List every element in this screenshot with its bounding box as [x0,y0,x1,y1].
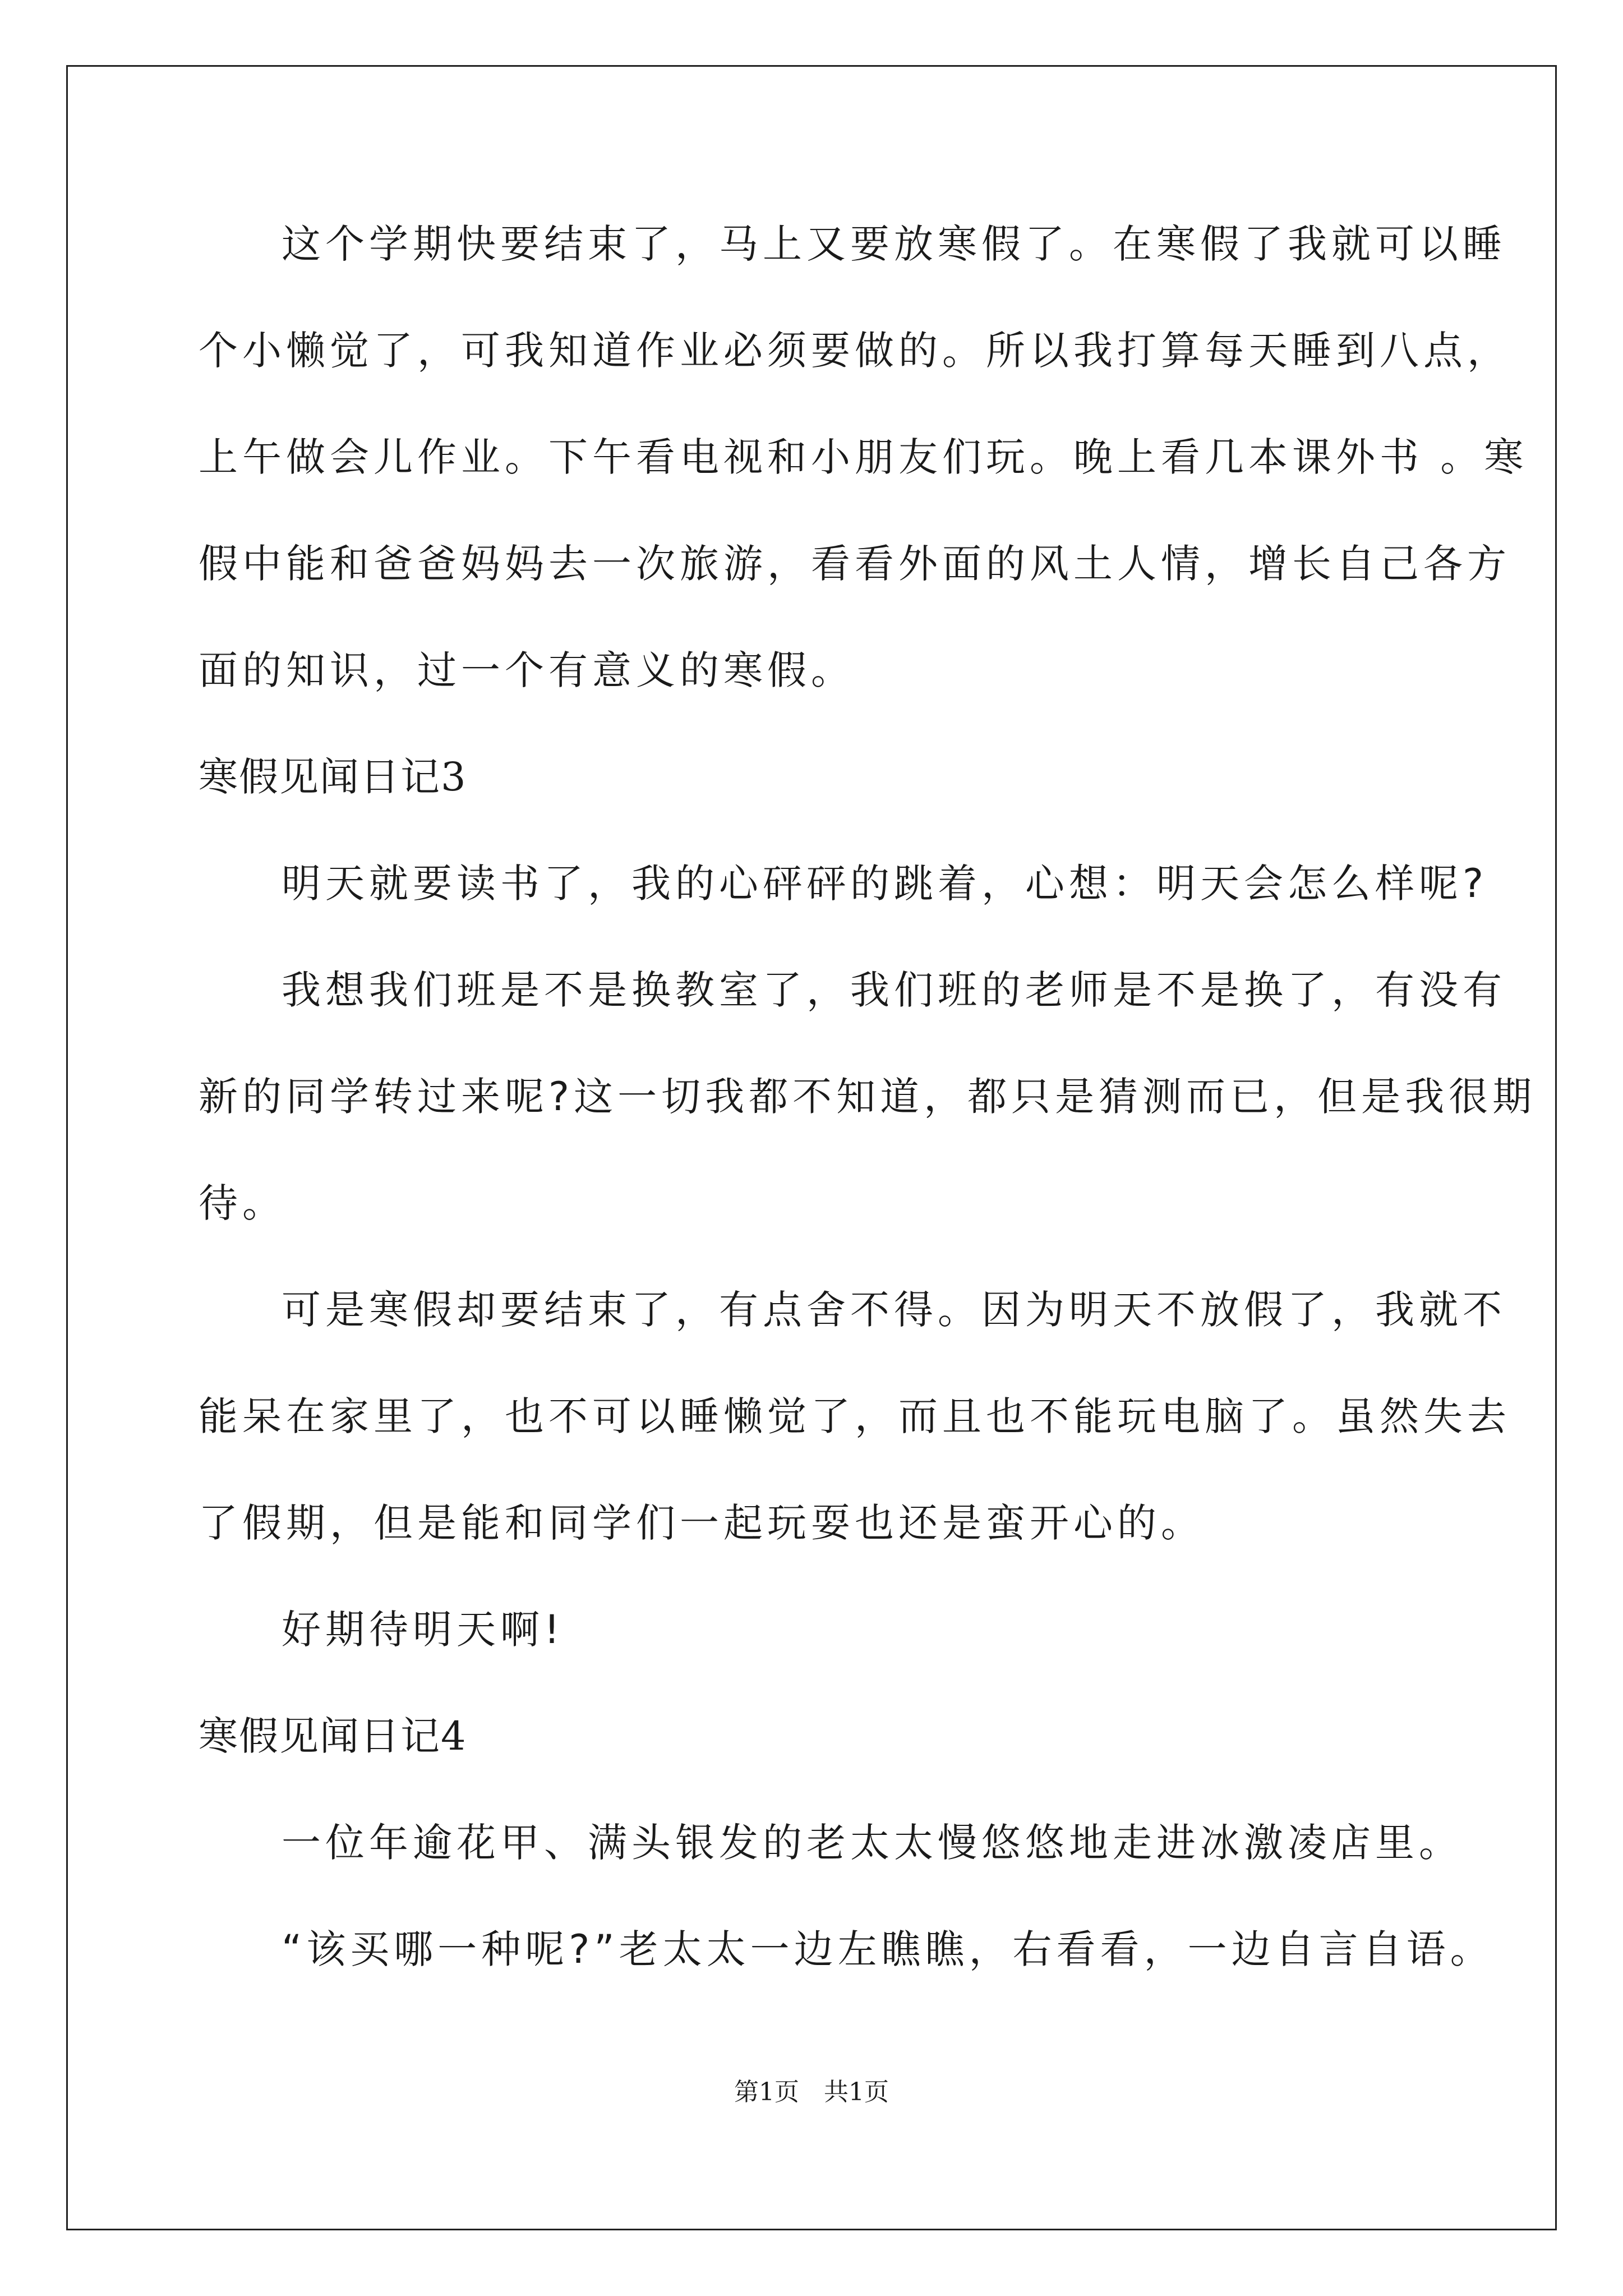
paragraph-line: 好期待明天啊! [282,1607,565,1653]
paragraph-line: 了假期，但是能和同学们一起玩耍也还是蛮开心的。 [199,1500,1205,1546]
paragraph-line: “该买哪一种呢?”老太太一边左瞧瞧，右看看，一边自言自语。 [282,1926,1494,1972]
paragraph-line: 可是寒假却要结束了，有点舍不得。因为明天不放假了，我就不 [282,1287,1506,1333]
paragraph-line: 我想我们班是不是换教室了，我们班的老师是不是换了，有没有 [282,967,1506,1013]
paragraph-line: 面的知识，过一个有意义的寒假。 [199,647,855,693]
paragraph-line: 假中能和爸爸妈妈去一次旅游，看看外面的风土人情，增长自己各方 [199,541,1511,587]
paragraph-line: 能呆在家里了，也不可以睡懒觉了，而且也不能玩电脑了。虽然失去 [199,1393,1511,1439]
paragraph-line: 待。 [199,1180,286,1226]
page-number-footer: 第1页 共1页 [734,2078,889,2106]
paragraph-line: 一位年逾花甲、满头银发的老太太慢悠悠地走进冰激凌店里。 [282,1820,1463,1866]
paragraph-line: 明天就要读书了，我的心砰砰的跳着，心想：明天会怎么样呢? [282,861,1488,907]
paragraph-line: 上午做会儿作业。下午看电视和小朋友们玩。晚上看几本课外书 。寒 [199,434,1528,480]
page-border [66,65,1557,2230]
paragraph-line: 这个学期快要结束了，马上又要放寒假了。在寒假了我就可以睡 [282,221,1506,267]
paragraph-line: 新的同学转过来呢?这一切我都不知道，都只是猜测而已，但是我很期 [199,1074,1537,1120]
section-heading-4: 寒假见闻日记4 [199,1713,467,1759]
paragraph-line: 个小懒觉了，可我知道作业必须要做的。所以我打算每天睡到八点， [199,328,1511,374]
section-heading-3: 寒假见闻日记3 [199,754,467,800]
